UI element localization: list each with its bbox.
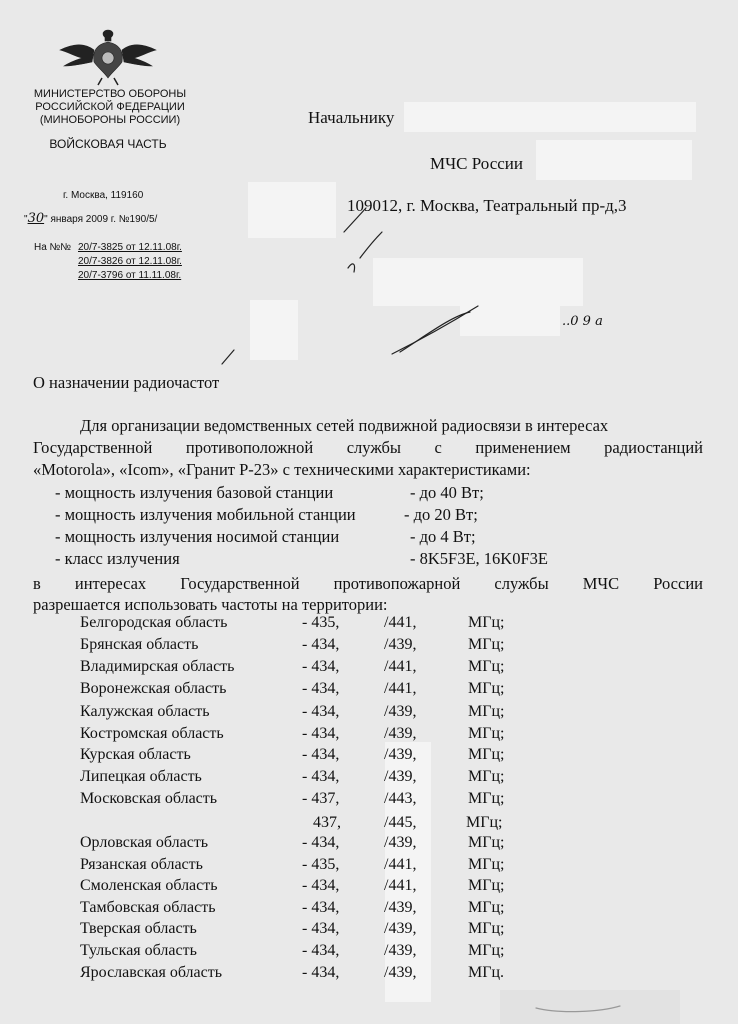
recipient-title: Начальнику: [308, 108, 395, 127]
spec-value: - до 40 Вт;: [410, 483, 484, 502]
frequency-1: - 434,: [302, 746, 340, 763]
region-name: Калужская область: [80, 703, 210, 720]
region-row: [0, 942, 738, 964]
frequency-2: /441,: [384, 680, 417, 697]
region-name: Рязанская область: [80, 856, 203, 873]
body-line: «Motorola», «Icom», «Гранит Р-23» с техническими характеристиками:: [33, 460, 531, 479]
spec-value: - до 20 Вт;: [404, 505, 478, 524]
region-row: [0, 856, 738, 878]
ref-number: 20/7-3825 от 12.11.08г.: [78, 242, 182, 253]
region-row: [0, 834, 738, 856]
frequency-1: - 434,: [302, 877, 340, 894]
region-row: [0, 899, 738, 921]
frequency-1: - 434,: [302, 725, 340, 742]
spec-label: - мощность излучения носимой станции: [55, 527, 340, 546]
frequency-unit: МГц;: [468, 725, 505, 742]
frequency-unit: МГц;: [468, 899, 505, 916]
frequency-2: /439,: [384, 725, 417, 742]
frequency-unit: МГц;: [468, 856, 505, 873]
region-name: Курская область: [80, 746, 191, 763]
ref-number: 20/7-3796 от 11.11.08г.: [78, 270, 182, 281]
frequency-2: /439,: [384, 920, 417, 937]
frequency-unit: МГц;: [468, 920, 505, 937]
frequency-unit: МГц;: [468, 768, 505, 785]
frequency-unit: МГц;: [468, 834, 505, 851]
frequency-unit: МГц;: [468, 636, 505, 653]
frequency-unit: МГц;: [468, 746, 505, 763]
date-day: 30: [27, 211, 45, 226]
frequency-2: /439,: [384, 768, 417, 785]
frequency-2: /441,: [384, 877, 417, 894]
region-name: Брянская область: [80, 636, 199, 653]
region-name: Тверская область: [80, 920, 197, 937]
spec-value: - до 4 Вт;: [410, 527, 476, 546]
frequency-2: /439,: [384, 964, 417, 981]
frequency-2: /439,: [384, 899, 417, 916]
org-line-2: РОССИЙСКОЙ ФЕДЕРАЦИИ: [35, 101, 185, 113]
frequency-1: - 435,: [302, 614, 340, 631]
region-name: Ярославская область: [80, 964, 223, 981]
subject-line: О назначении радиочастот: [33, 373, 220, 392]
region-name: Московская область: [80, 790, 218, 807]
military-unit: ВОЙСКОВАЯ ЧАСТЬ: [49, 137, 167, 151]
date-rest: " января 2009 г. №190/5/: [44, 214, 158, 225]
org-line-1: МИНИСТЕРСТВО ОБОРОНЫ: [33, 88, 187, 100]
region-name: Тамбовская область: [80, 899, 216, 916]
region-row: [0, 920, 738, 942]
region-name: Тульская область: [80, 942, 197, 959]
frequency-2: /441,: [384, 614, 417, 631]
region-name: Орловская область: [80, 834, 209, 851]
frequency-2: /439,: [384, 703, 417, 720]
body-line: разрешается использовать частоты на территории:: [33, 595, 388, 614]
spec-value: - 8K5F3E, 16K0F3E: [410, 549, 548, 568]
frequency-unit: МГц;: [468, 614, 505, 631]
spec-label: - класс излучения: [55, 549, 180, 568]
region-row: [0, 703, 738, 725]
region-row: [0, 877, 738, 899]
body-line: Государственной противоположной службы с применением радиостанций: [33, 438, 703, 457]
frequency-unit: МГц;: [468, 680, 505, 697]
body-line: Для организации ведомственных сетей подвижной радиосвязи в интересах: [80, 416, 609, 435]
frequency-2: /439,: [384, 834, 417, 851]
frequency-unit: МГц;: [468, 658, 505, 675]
region-name: Воронежская область: [80, 680, 227, 697]
region-row: [0, 768, 738, 790]
region-row: [0, 964, 738, 986]
frequency-2: /445,: [384, 814, 417, 831]
region-name: Липецкая область: [80, 768, 202, 785]
frequency-1: - 434,: [302, 834, 340, 851]
frequency-unit: МГц;: [468, 877, 505, 894]
frequency-1: - 435,: [302, 856, 340, 873]
region-name: Белгородская область: [80, 614, 228, 631]
frequency-1: 437,: [313, 814, 341, 831]
frequency-unit: МГц;: [468, 703, 505, 720]
region-row: [0, 746, 738, 768]
frequency-unit: МГц;: [466, 814, 503, 831]
region-row: [0, 680, 738, 702]
region-name: Смоленская область: [80, 877, 218, 894]
region-row: [0, 725, 738, 747]
frequency-2: /439,: [384, 636, 417, 653]
recipient-address: 109012, г. Москва, Театральный пр-д,3: [347, 196, 627, 215]
frequency-1: - 434,: [302, 658, 340, 675]
handwritten-note: ..0 9 a: [562, 314, 603, 329]
frequency-2: /439,: [384, 746, 417, 763]
frequency-2: /439,: [384, 942, 417, 959]
frequency-1: - 434,: [302, 636, 340, 653]
region-name: Костромская область: [80, 725, 224, 742]
frequency-2: /443,: [384, 790, 417, 807]
region-row: [0, 636, 738, 658]
frequency-1: - 434,: [302, 899, 340, 916]
body-line: в интересах Государственной противопожарной службы МЧС России: [33, 574, 703, 593]
region-name: Владимирская область: [80, 658, 235, 675]
region-row: [0, 790, 738, 812]
frequency-2: /441,: [384, 658, 417, 675]
frequency-unit: МГц.: [468, 964, 505, 981]
frequency-1: - 434,: [302, 920, 340, 937]
org-line-3: (МИНОБОРОНЫ РОССИИ): [39, 114, 181, 126]
frequency-1: - 434,: [302, 680, 340, 697]
region-row: [0, 658, 738, 680]
frequency-1: - 434,: [302, 703, 340, 720]
ref-number: 20/7-3826 от 12.11.08г.: [78, 256, 182, 267]
spec-label: - мощность излучения базовой станции: [55, 483, 334, 502]
frequency-1: - 434,: [302, 964, 340, 981]
frequency-unit: МГц;: [468, 790, 505, 807]
date-prefix: ": [24, 214, 28, 225]
recipient-org: МЧС России: [430, 154, 523, 173]
region-row: [0, 814, 738, 836]
frequency-1: - 434,: [302, 768, 340, 785]
sender-city: г. Москва, 119160: [63, 190, 144, 201]
frequency-1: - 434,: [302, 942, 340, 959]
spec-label: - мощность излучения мобильной станции: [55, 505, 356, 524]
frequency-unit: МГц;: [468, 942, 505, 959]
region-row: [0, 614, 738, 636]
frequency-1: - 437,: [302, 790, 340, 807]
ref-label: На №№: [34, 242, 72, 253]
frequency-2: /441,: [384, 856, 417, 873]
